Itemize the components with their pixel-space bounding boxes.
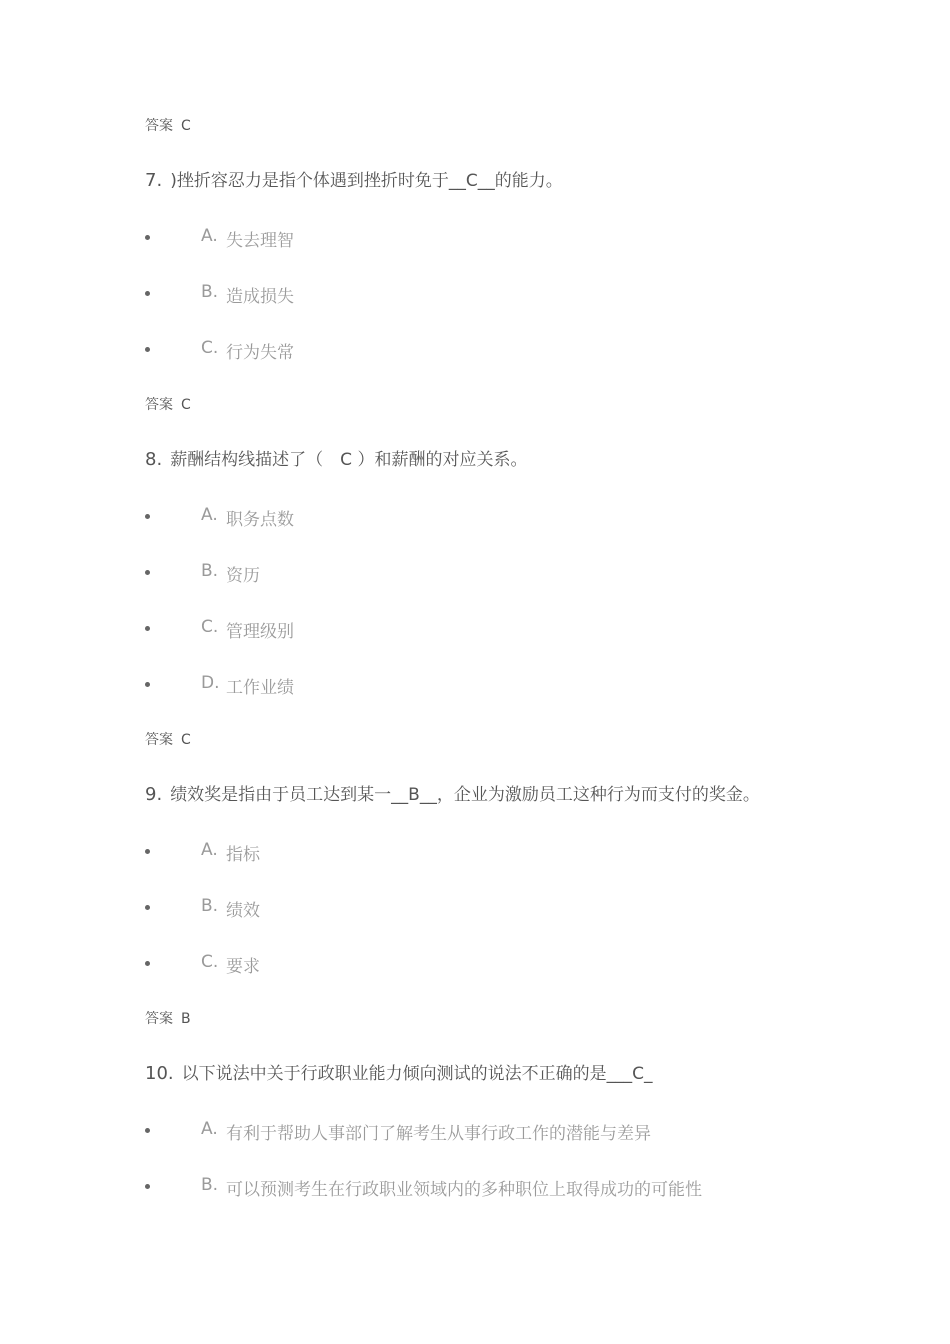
question-8 [145, 445, 527, 470]
bullet-icon [145, 849, 150, 854]
option-letter: B. [201, 561, 219, 581]
answer-line [145, 729, 191, 749]
option-letter: A. [201, 1119, 218, 1139]
bullet-icon [145, 347, 150, 352]
option-text: 可以预测考生在行政职业领域内的多种职位上取得成功的可能性 [226, 1180, 702, 1200]
answer-value: B [181, 1011, 191, 1027]
bullet-icon [145, 570, 150, 575]
option-text: 管理级别 [226, 622, 294, 642]
option-text: 工作业绩 [226, 678, 294, 698]
bullet-icon [145, 626, 150, 631]
option-letter: B. [201, 896, 219, 916]
question-number: 10. [145, 1063, 174, 1084]
option-letter: A. [201, 226, 218, 246]
option-letter: B. [201, 282, 219, 302]
question-text: 薪酬结构线描述了（ C ）和薪酬的对应关系。 [170, 450, 528, 470]
option-text: 有利于帮助人事部门了解考生从事行政工作的潜能与差异 [226, 1124, 651, 1144]
answer-value: C [181, 118, 191, 134]
bullet-icon [145, 1128, 150, 1133]
bullet-icon [145, 905, 150, 910]
answer-value: C [181, 397, 191, 413]
bullet-icon [145, 291, 150, 296]
answer-line [145, 394, 191, 414]
question-text: 绩效奖是指由于员工达到某一__B__，企业为激励员工这种行为而支付的奖金。 [170, 785, 760, 805]
answer-line [145, 1008, 191, 1028]
answer-value: C [181, 732, 191, 748]
option-letter: C. [201, 952, 219, 972]
option-text: 行为失常 [226, 343, 294, 363]
question-7 [145, 166, 563, 191]
option-text: 要求 [226, 957, 260, 977]
option-text: 职务点数 [226, 510, 294, 530]
option-text: 失去理智 [226, 231, 294, 251]
bullet-icon [145, 1184, 150, 1189]
option-text: 造成损失 [226, 287, 294, 307]
question-9 [145, 780, 760, 805]
question-number: 9. [145, 784, 163, 805]
option-letter: C. [201, 338, 219, 358]
question-number: 7. [145, 170, 163, 191]
answer-label: 答案 [145, 118, 173, 134]
option-text: 资历 [226, 566, 260, 586]
option-text: 指标 [226, 845, 260, 865]
option-letter: B. [201, 1175, 219, 1195]
bullet-icon [145, 514, 150, 519]
option-letter: A. [201, 840, 218, 860]
bullet-icon [145, 682, 150, 687]
bullet-icon [145, 961, 150, 966]
question-text: 以下说法中关于行政职业能力倾向测试的说法不正确的是___C_ [181, 1064, 653, 1084]
answer-label: 答案 [145, 1011, 173, 1027]
answer-label: 答案 [145, 732, 173, 748]
bullet-icon [145, 235, 150, 240]
option-text: 绩效 [226, 901, 260, 921]
option-letter: C. [201, 617, 219, 637]
question-number: 8. [145, 449, 163, 470]
option-letter: D. [201, 673, 220, 693]
option-letter: A. [201, 505, 218, 525]
answer-label: 答案 [145, 397, 173, 413]
question-text: )挫折容忍力是指个体遇到挫折时免于__C__的能力。 [170, 171, 563, 191]
question-10 [145, 1059, 653, 1084]
answer-line [145, 115, 191, 135]
